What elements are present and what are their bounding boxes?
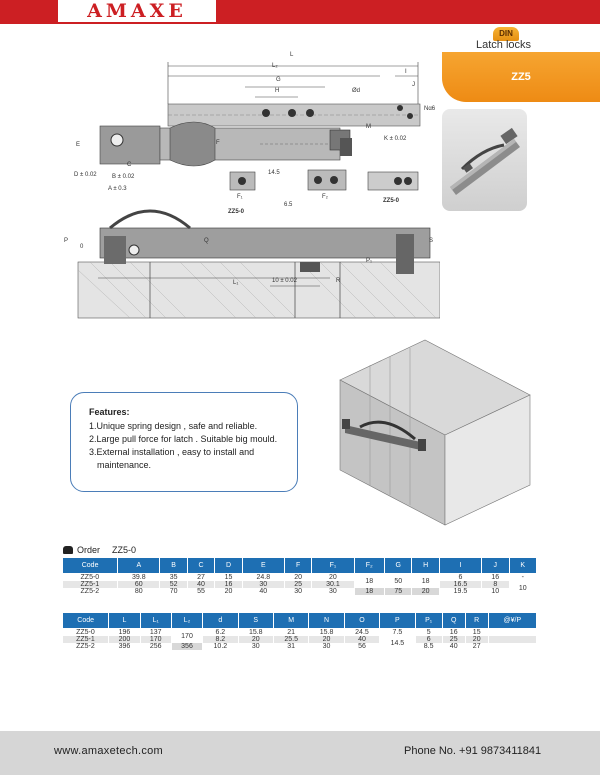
- table-cell: 70: [160, 588, 187, 595]
- table-header: K: [509, 558, 537, 574]
- website-link[interactable]: www.amaxetech.com: [54, 745, 164, 757]
- table-cell: 16: [442, 629, 465, 637]
- table-cell: 21: [273, 629, 308, 637]
- dim-l: L: [290, 52, 294, 58]
- table-cell: 16.5: [439, 581, 481, 588]
- dim-p1: P₁: [366, 258, 373, 264]
- table-cell: 24.5: [344, 629, 379, 637]
- dim-n-alpha: Nα6: [424, 106, 436, 112]
- table-header: L₂: [171, 613, 202, 629]
- table-cell: 6.2: [203, 629, 238, 637]
- features-title: Features:: [89, 407, 130, 417]
- table-cell: 25: [442, 636, 465, 643]
- table-header: F: [284, 558, 311, 574]
- table-cell: 35: [160, 574, 187, 582]
- table-header: Code: [63, 558, 118, 574]
- table-cell: 60: [118, 581, 160, 588]
- din-badge: DIN: [493, 27, 519, 41]
- order-code: ZZ5-0: [112, 545, 137, 555]
- dim-145: 14.5: [268, 170, 280, 176]
- sub-caption-1: ZZ5-0: [228, 209, 245, 215]
- table-header: N: [309, 613, 344, 629]
- dim-a: A ± 0.3: [108, 186, 127, 192]
- table-cell: [488, 636, 536, 643]
- table-cell: 20: [312, 574, 354, 582]
- table-cell: 30.1: [312, 581, 354, 588]
- feature-item: 2.Large pull force for latch . Suitable big mould.: [89, 434, 278, 444]
- dim-e: E: [76, 142, 81, 148]
- table-row: [63, 574, 537, 582]
- table-header: H: [412, 558, 439, 574]
- dim-g: G: [276, 77, 281, 83]
- table-row: [63, 629, 537, 637]
- feature-item: 3.External installation , easy to install and: [89, 447, 255, 457]
- table-cell: 20: [284, 574, 311, 582]
- table-cell: 16: [482, 574, 509, 582]
- dim-m: M: [366, 124, 371, 130]
- brand-header-bar: [0, 0, 600, 24]
- brand-logo[interactable]: [58, 0, 216, 22]
- table-header: O: [344, 613, 379, 629]
- table-cell: 40: [242, 588, 284, 595]
- table-cell: 15.8: [238, 629, 273, 637]
- table-cell: 20: [309, 636, 344, 643]
- table-row: [63, 581, 537, 588]
- dim-f: F: [216, 140, 220, 146]
- table-cell: 16: [215, 581, 242, 588]
- table-header: B: [160, 558, 187, 574]
- table-cell: 19.5: [439, 588, 481, 595]
- table-header-row: [63, 558, 537, 574]
- table-header: d: [203, 613, 238, 629]
- table-header: L₁: [140, 613, 171, 629]
- spec-table-1: [62, 557, 537, 595]
- dim-d: Ød: [352, 88, 361, 94]
- product-code: ZZ5: [511, 71, 531, 83]
- table-cell: 80: [118, 588, 160, 595]
- table-header: P: [380, 613, 415, 629]
- table-cell: 8.2: [203, 636, 238, 643]
- table-header: L: [109, 613, 140, 629]
- table-header: @¥/P: [488, 613, 536, 629]
- mould-isometric-illustration: [330, 335, 550, 530]
- table-cell: 56: [344, 643, 379, 650]
- table-cell: 25.5: [273, 636, 308, 643]
- table-cell: 20: [215, 588, 242, 595]
- table-cell-merged: 18: [412, 574, 439, 589]
- table-cell-merged: 10: [509, 581, 537, 595]
- table-cell: ZZ5-1: [63, 636, 109, 643]
- table-header: D: [215, 558, 242, 574]
- category-title: Latch locks: [476, 39, 532, 51]
- page-footer: [0, 731, 600, 775]
- table-header: I: [439, 558, 481, 574]
- table-cell: 7.5: [380, 629, 415, 637]
- dim-f1: F₁: [237, 194, 243, 200]
- table-cell: ZZ5-2: [63, 643, 109, 650]
- table-cell: ZZ5-1: [63, 581, 118, 588]
- table-cell: 20: [412, 588, 439, 595]
- table-cell: 5: [415, 629, 442, 637]
- table-header: M: [273, 613, 308, 629]
- table-cell-merged: 170: [171, 629, 202, 644]
- table-cell: 24.8: [242, 574, 284, 582]
- table-cell: [488, 629, 536, 637]
- table-cell: 10: [482, 588, 509, 595]
- table-header: R: [465, 613, 488, 629]
- table-cell: 30: [284, 588, 311, 595]
- dim-l1: L₁: [233, 280, 239, 286]
- table-cell: 15: [465, 629, 488, 637]
- table-header: C: [187, 558, 214, 574]
- table-cell: 10.2: [203, 643, 238, 650]
- dim-q: Q: [204, 238, 209, 244]
- table-header: F₂: [354, 558, 384, 574]
- table-row: [63, 636, 537, 643]
- table-cell: 40: [187, 581, 214, 588]
- phone-icon: [63, 546, 73, 554]
- table-cell: [488, 643, 536, 650]
- table-cell: 256: [140, 643, 171, 650]
- table-header-row: [63, 613, 537, 629]
- table-cell: -: [509, 574, 537, 582]
- sub-caption-2: ZZ5-0: [383, 198, 400, 204]
- table-header: E: [242, 558, 284, 574]
- dim-zero: 0: [80, 244, 84, 250]
- table-cell: 52: [160, 581, 187, 588]
- table-cell: 356: [171, 643, 202, 650]
- phone-number: Phone No. +91 9873411841: [404, 745, 542, 757]
- table-cell: 396: [109, 643, 140, 650]
- table-cell: 15.8: [309, 629, 344, 637]
- table-header: Code: [63, 613, 109, 629]
- dim-p: P: [64, 238, 69, 244]
- table-cell: 27: [465, 643, 488, 650]
- table-cell: 8: [482, 581, 509, 588]
- table-cell: 6: [439, 574, 481, 582]
- table-cell: 31: [273, 643, 308, 650]
- table-cell: 30: [238, 643, 273, 650]
- dim-f2: F₂: [322, 194, 328, 200]
- table-cell: 27: [187, 574, 214, 582]
- table-header: P₁: [415, 613, 442, 629]
- table-cell: 40: [442, 643, 465, 650]
- table-header: Q: [442, 613, 465, 629]
- table-header: F₁: [312, 558, 354, 574]
- table-cell: 8.5: [415, 643, 442, 650]
- table-header: A: [118, 558, 160, 574]
- dim-j: J: [412, 82, 415, 88]
- table-cell: 196: [109, 629, 140, 637]
- brand-logo-text: AMAXE: [87, 0, 187, 22]
- table-cell-merged: 14.5: [380, 636, 415, 650]
- spec-table-2: [62, 612, 537, 650]
- dim-s: S: [429, 238, 434, 244]
- table-cell: 39.8: [118, 574, 160, 582]
- dim-b: B ± 0.02: [112, 174, 135, 180]
- feature-item: 1.Unique spring design , safe and reliable.: [89, 421, 258, 431]
- table-cell: 6: [415, 636, 442, 643]
- dim-r: R: [336, 278, 341, 284]
- feature-item: maintenance.: [97, 460, 152, 470]
- table-cell: 30: [309, 643, 344, 650]
- table-cell: ZZ5-2: [63, 588, 118, 595]
- table-header: J: [482, 558, 509, 574]
- table-cell: ZZ5-0: [63, 629, 109, 637]
- table-cell: 200: [109, 636, 140, 643]
- table-cell: 137: [140, 629, 171, 637]
- table-header: G: [385, 558, 412, 574]
- table-cell: 170: [140, 636, 171, 643]
- dim-10: 10 ± 0.02: [272, 278, 297, 284]
- dim-h: H: [275, 88, 280, 94]
- dim-65: 6.5: [284, 202, 293, 208]
- table-cell: 30: [242, 581, 284, 588]
- table-cell-merged: 18: [354, 574, 384, 589]
- dim-k: K ± 0.02: [384, 136, 407, 142]
- dim-c: C: [127, 162, 132, 168]
- dim-dd: D ± 0.02: [74, 172, 97, 178]
- dim-l2: L₂: [272, 63, 278, 69]
- table-cell: ZZ5-0: [63, 574, 118, 582]
- product-code-tab: [442, 52, 600, 102]
- table-cell: 55: [187, 588, 214, 595]
- table-cell: 30: [312, 588, 354, 595]
- table-cell: 75: [385, 588, 412, 595]
- table-row: [63, 588, 537, 595]
- table-cell: 20: [238, 636, 273, 643]
- order-label: Order: [77, 545, 101, 555]
- product-photo: [442, 109, 527, 211]
- table-cell-merged: 50: [385, 574, 412, 589]
- table-cell: 20: [465, 636, 488, 643]
- dim-i: I: [405, 69, 407, 75]
- table-row: [63, 643, 537, 650]
- table-cell: 25: [284, 581, 311, 588]
- table-cell: 18: [354, 588, 384, 595]
- table-cell: 15: [215, 574, 242, 582]
- table-header: S: [238, 613, 273, 629]
- table-cell: 40: [344, 636, 379, 643]
- features-box: [70, 392, 298, 492]
- order-heading: [63, 545, 136, 555]
